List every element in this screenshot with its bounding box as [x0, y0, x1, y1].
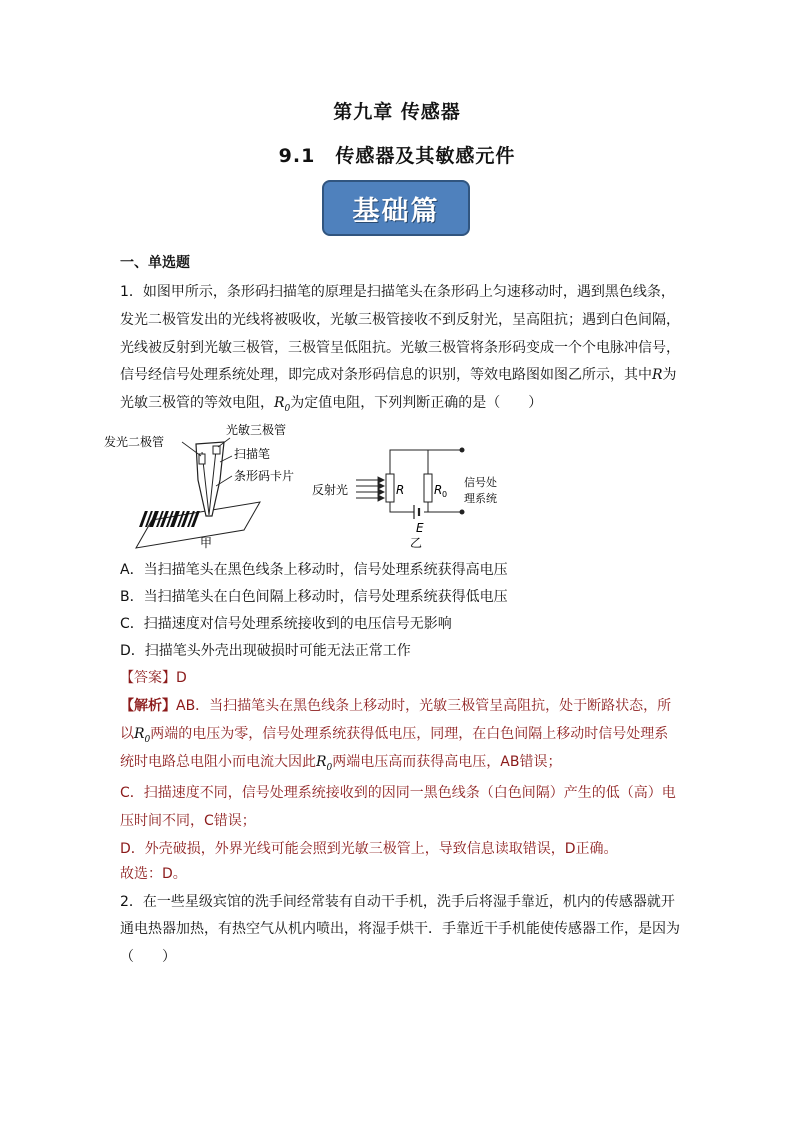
q1-analysis-line-1: [120, 695, 671, 715]
label-signal-line2: 理系统: [464, 492, 497, 505]
label-led: 发光二极管: [104, 435, 165, 449]
symbol-r0-analysis-1-sub: 0: [144, 734, 151, 745]
symbol-r0-analysis-2-sub: 0: [326, 762, 333, 773]
analysis-tag: 【解析】: [120, 698, 176, 714]
symbol-r0-analysis-2: [316, 754, 333, 773]
label-reflected-light: 反射光: [312, 483, 349, 497]
analysis-line-2a: 以: [120, 726, 134, 742]
level-badge: [322, 180, 470, 236]
q2-stem-line-1: 2．在一些星级宾馆的洗手间经常装有自动干手机，洗手后将湿手靠近，机内的传感器就开: [120, 894, 675, 910]
symbol-r0-analysis-1-base: R: [134, 726, 145, 742]
analysis-line-2b: 两端的电压为零，信号处理系统获得低电压，同理，在白色间隔上移动时信号处理系: [150, 726, 669, 742]
analysis-line-1-text: AB．当扫描笔头在黑色线条上移动时，光敏三极管呈高阻抗，处于断路状态，所: [176, 698, 672, 714]
q2-stem-line-2: 通电热器加热，有热空气从机内喷出，将湿手烘干．手靠近干手机能使传感器工作，是因为: [120, 921, 680, 937]
symbol-r0: [274, 395, 291, 414]
q1-option-d: D．扫描笔头外壳出现破损时可能无法正常工作: [120, 643, 411, 659]
phototransistor-element: [213, 446, 220, 454]
analysis-line-3a: 统时电路总电阻小而电流大因此: [120, 754, 316, 770]
q1-stem-line-1: 1．如图甲所示，条形码扫描笔的原理是扫描笔头在条形码上匀速移动时，遇到黑色线条，: [120, 284, 675, 300]
q1-option-b: B．当扫描笔头在白色间隔上移动时，信号处理系统获得低电压: [120, 589, 508, 605]
q1-answer: 【答案】D: [120, 670, 187, 686]
q1-option-a: A．当扫描笔头在黑色线条上移动时，信号处理系统获得高电压: [120, 562, 508, 578]
q1-analysis-line-5: 压时间不同，C错误；: [120, 813, 256, 829]
label-e: E: [416, 521, 424, 535]
label-r: R: [396, 483, 405, 497]
q1-stem-line-4: [120, 364, 677, 384]
q1-stem-line-5b: 为定值电阻，下列判断正确的是（ ）: [290, 395, 543, 411]
q1-stem-line-3: 光线被反射到光敏三极管，三极管呈低阻抗。光敏三极管将条形码变成一个个电脉冲信号，: [120, 340, 680, 356]
word-wei: 为: [662, 367, 677, 383]
analysis-line-3b: 两端电压高而获得高电压，AB错误；: [332, 754, 562, 770]
resistor-r0: [424, 474, 432, 502]
q1-analysis-line-2: [120, 723, 668, 745]
symbol-r0-analysis-2-base: R: [316, 754, 327, 770]
label-r0-sub: 0: [442, 490, 448, 499]
q1-figure: [104, 420, 497, 552]
caption-a: 甲: [200, 536, 213, 550]
q1-analysis-line-6: D．外壳破损，外界光线可能会照到光敏三极管上，导致信息读取错误，D正确。: [120, 841, 618, 857]
terminal-bottom: [460, 510, 465, 515]
symbol-r: R: [652, 367, 663, 383]
symbol-r0-base: R: [274, 395, 285, 411]
q1-stem-line-4-text: 信号经信号处理系统处理，即完成对条形码信息的识别，等效电路图如图乙所示，其中: [120, 367, 652, 383]
q1-analysis-line-4: C．扫描速度不同，信号处理系统接收到的因同一黑色线条（白色间隔）产生的低（高）电: [120, 785, 676, 801]
q1-option-c: C．扫描速度对信号处理系统接收到的电压信号无影响: [120, 616, 452, 632]
light-arrows: [356, 477, 384, 501]
section-title: 9.1 传感器及其敏感元件: [278, 145, 516, 167]
label-r0: R: [434, 483, 443, 497]
symbol-r0-analysis-1: [134, 726, 151, 745]
terminal-top: [460, 448, 465, 453]
q1-stem-line-5a: 光敏三极管的等效电阻，: [120, 395, 274, 411]
label-pen: 扫描笔: [234, 447, 271, 461]
q1-analysis-line-3: [120, 751, 561, 773]
barcode-card: [136, 502, 260, 548]
section-heading: 一、单选题: [120, 255, 190, 271]
figure-a: [104, 422, 294, 550]
label-signal-line1: 信号处: [464, 476, 497, 489]
q1-conclusion: 故选：D。: [120, 866, 187, 882]
symbol-r0-sub: 0: [284, 403, 291, 414]
caption-b: 乙: [410, 536, 423, 550]
label-phototransistor: 光敏三极管: [226, 423, 287, 437]
chapter-title: 第九章 传感器: [333, 101, 461, 123]
q2-stem-line-3: （ ）: [120, 949, 176, 965]
figure-b: [312, 448, 497, 551]
label-card: 条形码卡片: [234, 469, 295, 483]
resistor-r: [386, 474, 394, 502]
level-badge-label: 基础篇: [352, 195, 440, 227]
q1-stem-line-2: 发光二极管发出的光线将被吸收，光敏三极管接收不到反射光，呈高阻抗；遇到白色间隔，: [120, 312, 680, 328]
q1-stem-line-5: [120, 392, 542, 414]
